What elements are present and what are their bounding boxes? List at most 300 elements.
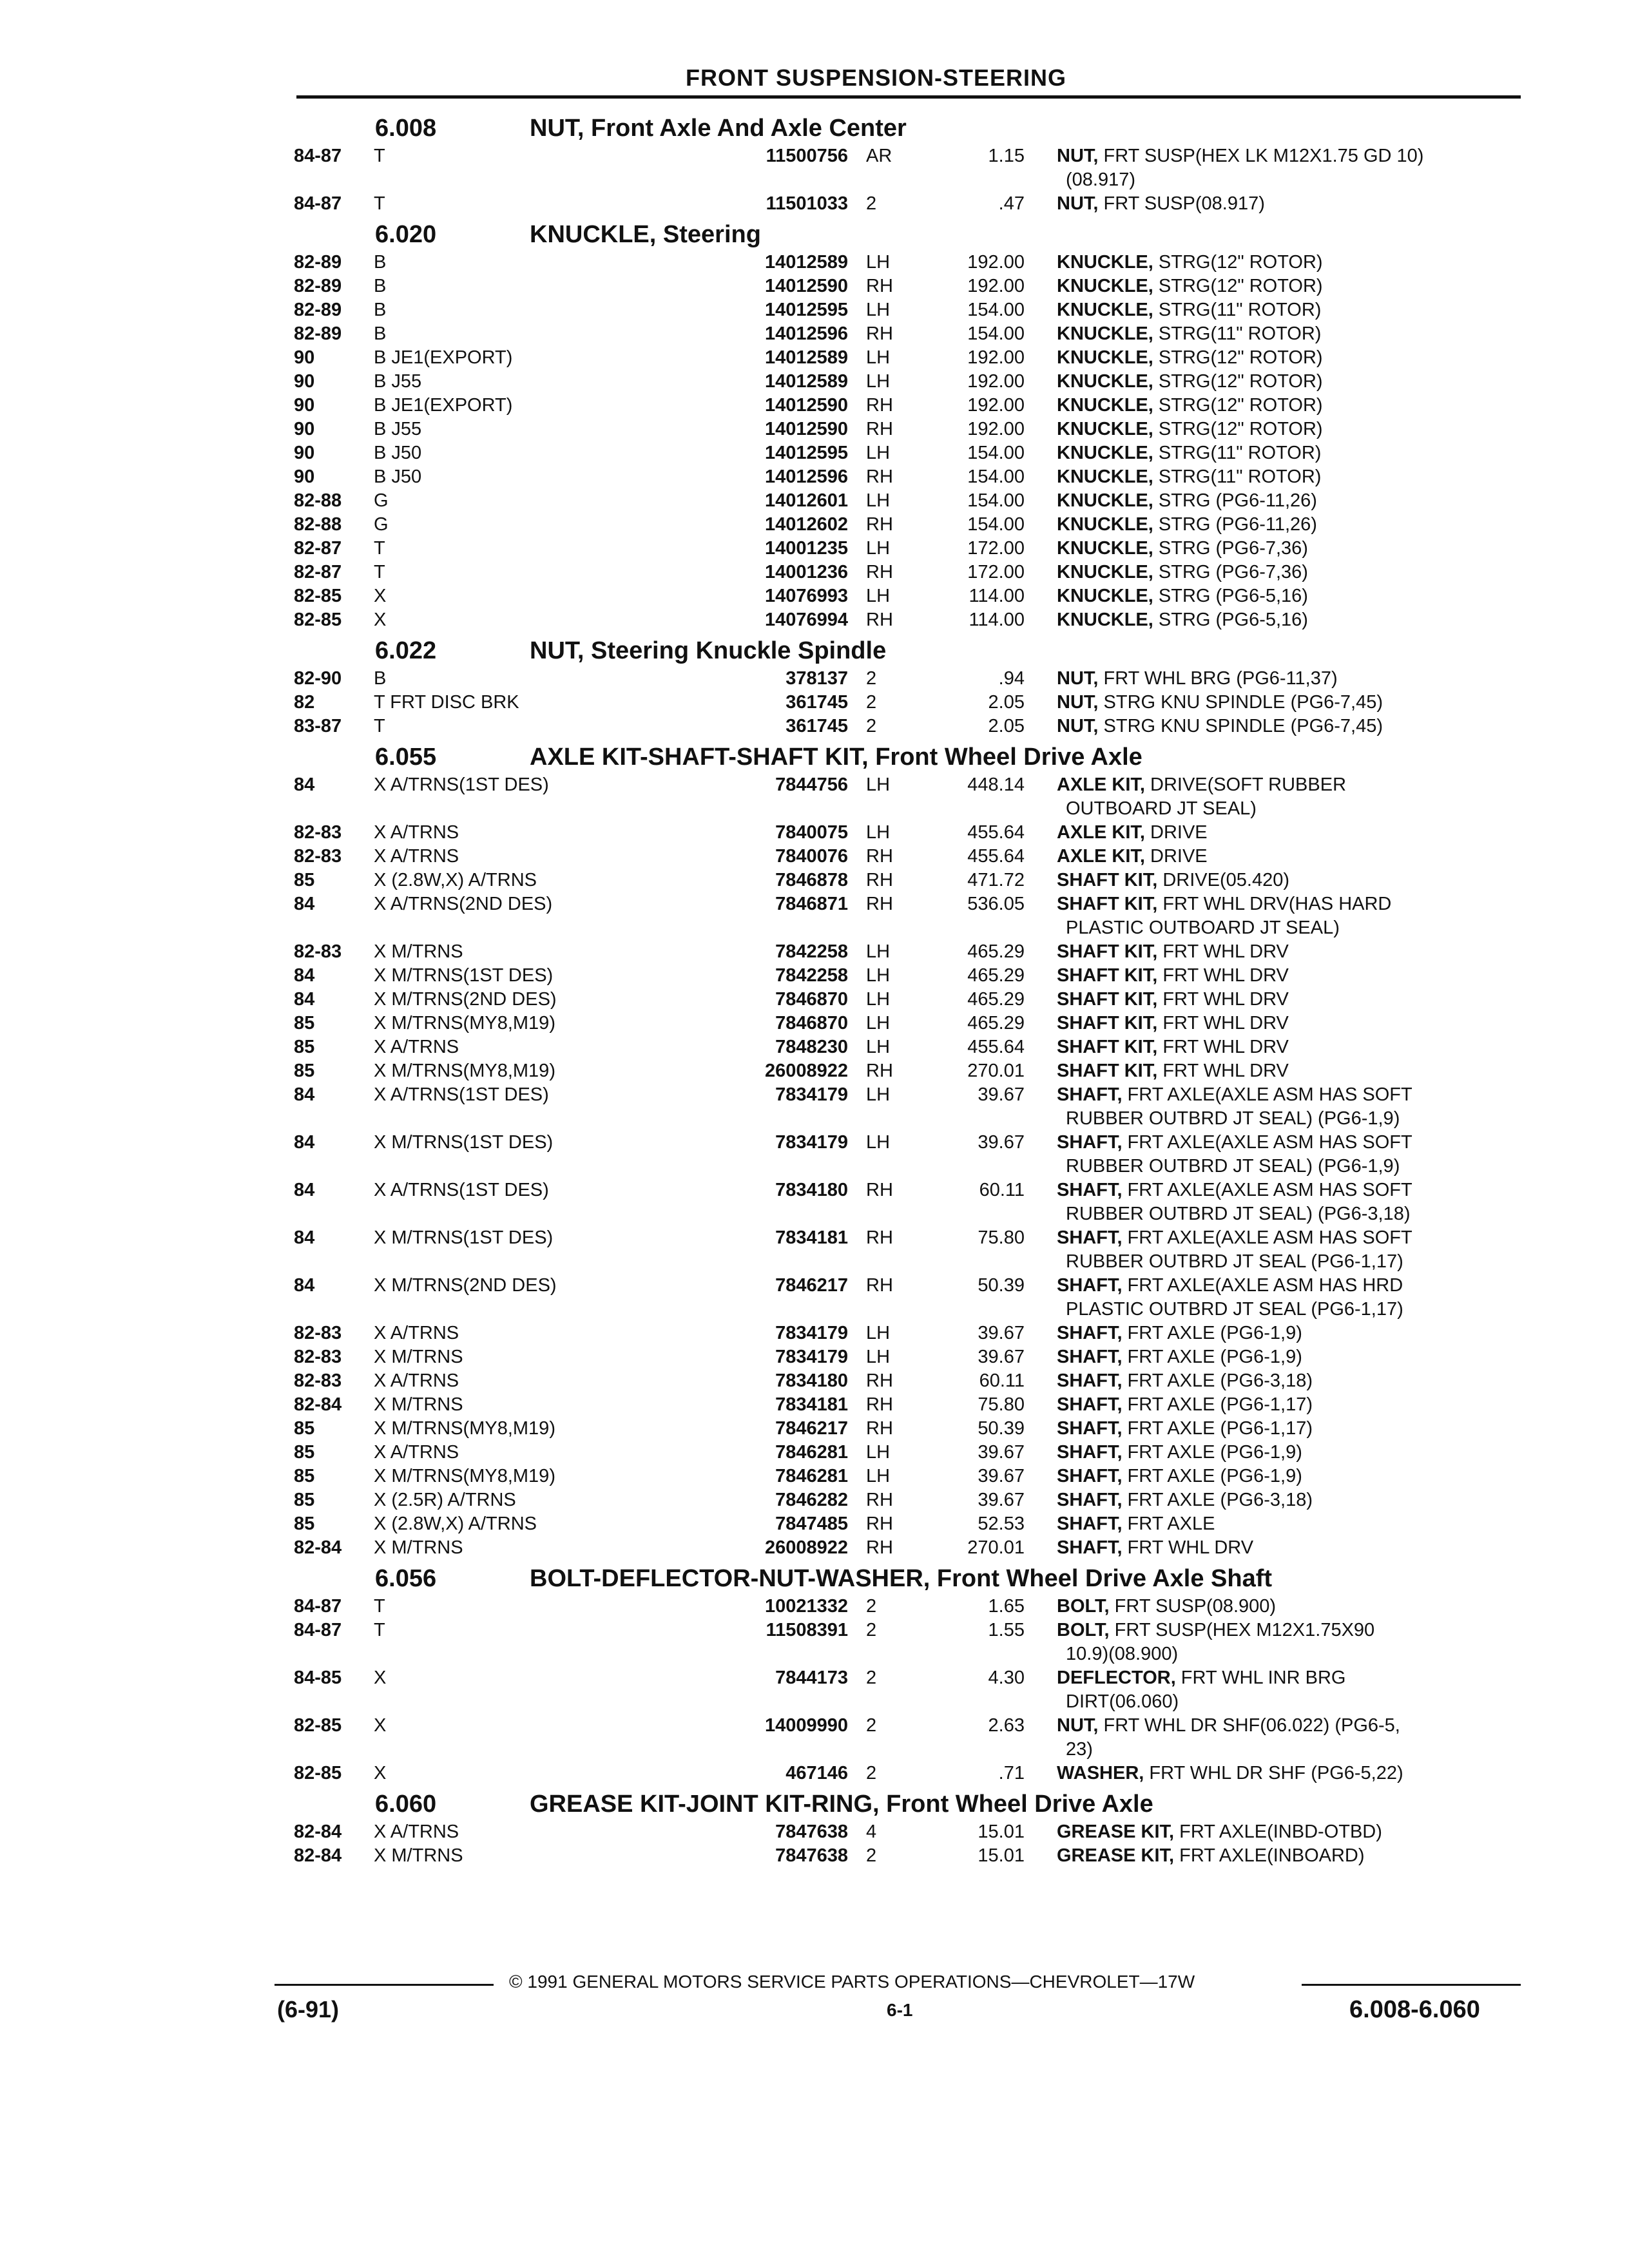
part-number: 14076994 [651, 608, 848, 632]
price: 192.00 [967, 252, 1025, 273]
part-number: 7834179 [651, 1345, 848, 1369]
parts-listing [0, 110, 1629, 1868]
part-description [1057, 1059, 1527, 1083]
price: 465.29 [967, 965, 1025, 986]
model-years: 84-85 [294, 1667, 342, 1688]
part-description-detail: FRT SUSP(08.917) [1098, 193, 1265, 214]
quantity: RH [866, 514, 893, 535]
part-description-name: GREASE KIT, [1057, 1821, 1175, 1842]
model-indicator: T [374, 146, 385, 166]
part-number: 14009990 [651, 1714, 848, 1738]
description-continuation-text: 10.9)(08.900) [1066, 1644, 1179, 1664]
part-number: 7834179 [651, 1083, 848, 1107]
part-description-name: KNUCKLE, [1057, 371, 1153, 392]
part-row [0, 608, 1629, 632]
model-years: 84 [294, 1275, 315, 1296]
model-indicator: B [374, 276, 387, 296]
description-continuation [0, 1690, 1629, 1714]
quantity: LH [866, 1132, 891, 1153]
model-indicator: X M/TRNS [374, 1394, 463, 1415]
part-row [0, 418, 1629, 441]
quantity: 4 [866, 1821, 877, 1842]
quantity: 2 [866, 1667, 877, 1688]
part-number: 11500756 [651, 144, 848, 168]
price: 1.15 [988, 146, 1025, 166]
part-row [0, 821, 1629, 845]
part-description-detail: FRT AXLE(AXLE ASM HAS SOFT [1122, 1084, 1412, 1105]
description-continuation-text: RUBBER OUTBRD JT SEAL) (PG6-3,18) [1066, 1204, 1411, 1224]
section-heading [0, 738, 1629, 773]
model-indicator: X A/TRNS [374, 1442, 459, 1463]
part-description [1057, 1012, 1527, 1035]
section-heading [0, 1560, 1629, 1595]
part-description-name: KNUCKLE, [1057, 300, 1153, 320]
quantity: RH [866, 1418, 893, 1439]
description-continuation [0, 168, 1629, 192]
part-description-detail: STRG (PG6-11,26) [1153, 514, 1317, 535]
model-years: 84 [294, 774, 315, 795]
part-description [1057, 513, 1527, 537]
part-description-detail: STRG (PG6-7,36) [1153, 538, 1308, 559]
part-number: 7844756 [651, 773, 848, 797]
quantity: LH [866, 443, 891, 463]
quantity: 2 [866, 668, 877, 689]
description-continuation-text: 23) [1066, 1739, 1093, 1760]
part-number: 14012589 [651, 251, 848, 274]
model-years: 84 [294, 1084, 315, 1105]
part-description-detail: FRT AXLE(INBD-OTBD) [1174, 1821, 1382, 1842]
model-years: 90 [294, 347, 315, 368]
quantity: RH [866, 1275, 893, 1296]
model-years: 82-85 [294, 586, 342, 606]
part-description-detail: FRT SUSP(HEX M12X1.75X90 [1109, 1620, 1375, 1640]
part-row [0, 988, 1629, 1012]
part-description-detail: FRT AXLE(AXLE ASM HAS SOFT [1122, 1180, 1412, 1200]
quantity: LH [866, 1084, 891, 1105]
part-number: 7834179 [651, 1321, 848, 1345]
part-row [0, 1059, 1629, 1083]
part-row [0, 1820, 1629, 1844]
price: 192.00 [967, 276, 1025, 296]
part-description [1057, 418, 1527, 441]
part-number: 14012590 [651, 274, 848, 298]
description-continuation [0, 1202, 1629, 1226]
part-description-detail: STRG(11" ROTOR) [1153, 443, 1322, 463]
model-indicator: X A/TRNS [374, 822, 459, 843]
section-title: GREASE KIT-JOINT KIT-RING, Front Wheel Drive Axle [530, 1791, 1153, 1818]
part-number: 7847485 [651, 1512, 848, 1536]
model-years: 85 [294, 1037, 315, 1057]
model-years: 84 [294, 965, 315, 986]
price: 15.01 [978, 1845, 1025, 1866]
part-row [0, 251, 1629, 274]
description-continuation [0, 1155, 1629, 1178]
part-description-name: SHAFT, [1057, 1180, 1123, 1200]
part-description [1057, 537, 1527, 561]
price: 455.64 [967, 822, 1025, 843]
part-description-detail: STRG(12" ROTOR) [1153, 371, 1323, 392]
part-description-name: KNUCKLE, [1057, 252, 1153, 273]
part-description-detail: DRIVE [1144, 822, 1208, 843]
part-description [1057, 845, 1527, 869]
section-number: 6.008 [375, 115, 437, 142]
footer-section-range: 6.008-6.060 [1349, 1996, 1480, 2023]
model-years: 84 [294, 894, 315, 914]
part-description-name: KNUCKLE, [1057, 443, 1153, 463]
part-row [0, 1345, 1629, 1369]
part-description [1057, 1131, 1527, 1155]
part-description-name: SHAFT, [1057, 1394, 1123, 1415]
part-description-detail: STRG KNU SPINDLE (PG6-7,45) [1098, 692, 1383, 713]
part-description-name: SHAFT, [1057, 1490, 1123, 1510]
part-description-name: KNUCKLE, [1057, 323, 1153, 344]
part-description [1057, 608, 1527, 632]
quantity: 2 [866, 1845, 877, 1866]
model-years: 82-83 [294, 846, 342, 867]
model-years: 84 [294, 1180, 315, 1200]
section-title: NUT, Steering Knuckle Spindle [530, 637, 887, 664]
price: 192.00 [967, 347, 1025, 368]
model-indicator: X M/TRNS(1ST DES) [374, 965, 554, 986]
footer-date: (6-91) [277, 1996, 340, 2023]
part-description-detail: FRT WHL INR BRG [1175, 1667, 1346, 1688]
part-row [0, 773, 1629, 797]
part-number: 10021332 [651, 1595, 848, 1619]
part-description-name: SHAFT KIT, [1057, 1037, 1158, 1057]
part-row [0, 964, 1629, 988]
part-description-name: KNUCKLE, [1057, 347, 1153, 368]
model-years: 82-85 [294, 1715, 342, 1736]
part-row [0, 940, 1629, 964]
quantity: RH [866, 1514, 893, 1534]
part-description [1057, 394, 1527, 418]
part-number: 26008922 [651, 1536, 848, 1560]
model-indicator: X M/TRNS(2ND DES) [374, 989, 557, 1010]
model-indicator: X (2.8W,X) A/TRNS [374, 1514, 537, 1534]
model-years: 82-87 [294, 538, 342, 559]
model-years: 84-87 [294, 1620, 342, 1640]
model-years: 85 [294, 1442, 315, 1463]
description-continuation [0, 1738, 1629, 1762]
part-row [0, 667, 1629, 691]
part-description-detail: DRIVE(SOFT RUBBER [1144, 774, 1347, 795]
part-row [0, 1512, 1629, 1536]
part-row [0, 192, 1629, 216]
model-years: 82-83 [294, 941, 342, 962]
part-description [1057, 1274, 1527, 1298]
part-description-name: NUT, [1057, 692, 1099, 713]
part-description-name: SHAFT KIT, [1057, 1061, 1158, 1081]
part-number: 14012602 [651, 513, 848, 537]
model-indicator: B [374, 252, 387, 273]
model-indicator: X A/TRNS [374, 1821, 459, 1842]
part-description [1057, 691, 1527, 715]
part-number: 7834179 [651, 1131, 848, 1155]
part-description [1057, 584, 1527, 608]
model-indicator: B JE1(EXPORT) [374, 347, 513, 368]
model-years: 84-87 [294, 1596, 342, 1617]
quantity: LH [866, 538, 891, 559]
section-heading [0, 110, 1629, 144]
price: 448.14 [967, 774, 1025, 795]
price: 192.00 [967, 419, 1025, 439]
quantity: LH [866, 347, 891, 368]
part-number: 361745 [651, 715, 848, 738]
part-description [1057, 892, 1527, 916]
section-heading [0, 632, 1629, 667]
part-number: 14012596 [651, 465, 848, 489]
part-row [0, 1844, 1629, 1868]
part-description [1057, 869, 1527, 892]
price: 39.67 [978, 1442, 1025, 1463]
part-description-detail: DRIVE(05.420) [1157, 870, 1289, 890]
part-number: 14012596 [651, 322, 848, 346]
part-number: 11508391 [651, 1619, 848, 1642]
part-row [0, 691, 1629, 715]
part-description-name: SHAFT, [1057, 1442, 1123, 1463]
price: 75.80 [978, 1394, 1025, 1415]
quantity: RH [866, 323, 893, 344]
part-row [0, 1536, 1629, 1560]
model-years: 82-89 [294, 252, 342, 273]
model-indicator: X M/TRNS(MY8,M19) [374, 1418, 555, 1439]
section-number: 6.055 [375, 744, 437, 771]
part-description [1057, 1619, 1527, 1642]
price: 1.55 [988, 1620, 1025, 1640]
model-indicator: X [374, 1667, 387, 1688]
part-description [1057, 964, 1527, 988]
part-row [0, 1178, 1629, 1202]
quantity: 2 [866, 1620, 877, 1640]
part-number: 7842258 [651, 964, 848, 988]
quantity: RH [866, 1061, 893, 1081]
quantity: 2 [866, 1715, 877, 1736]
quantity: RH [866, 276, 893, 296]
price: 2.63 [988, 1715, 1025, 1736]
price: 455.64 [967, 1037, 1025, 1057]
part-description [1057, 1666, 1527, 1690]
part-description [1057, 370, 1527, 394]
part-number: 14012590 [651, 418, 848, 441]
price: 154.00 [967, 514, 1025, 535]
part-row [0, 441, 1629, 465]
part-number: 14012601 [651, 489, 848, 513]
quantity: RH [866, 870, 893, 890]
price: 192.00 [967, 395, 1025, 416]
part-number: 14001235 [651, 537, 848, 561]
part-number: 14012590 [651, 394, 848, 418]
model-years: 82-84 [294, 1845, 342, 1866]
part-description-name: SHAFT KIT, [1057, 965, 1158, 986]
part-description-detail: FRT WHL DRV [1157, 965, 1289, 986]
section-heading [0, 1785, 1629, 1820]
model-indicator: T [374, 538, 385, 559]
price: 2.05 [988, 692, 1025, 713]
description-continuation-text: PLASTIC OUTBRD JT SEAL (PG6-1,17) [1066, 1299, 1403, 1320]
part-number: 7842258 [651, 940, 848, 964]
part-number: 7846870 [651, 1012, 848, 1035]
quantity: 2 [866, 193, 877, 214]
model-years: 85 [294, 1061, 315, 1081]
part-description [1057, 441, 1527, 465]
part-description-detail: FRT WHL DRV [1157, 1037, 1289, 1057]
quantity: LH [866, 989, 891, 1010]
model-years: 84 [294, 1227, 315, 1248]
part-description-name: KNUCKLE, [1057, 419, 1153, 439]
model-indicator: B J50 [374, 466, 422, 487]
part-number: 7840075 [651, 821, 848, 845]
part-row [0, 1321, 1629, 1345]
part-description [1057, 1762, 1527, 1785]
part-description-detail: FRT AXLE(AXLE ASM HAS HRD [1122, 1275, 1403, 1296]
part-row [0, 1035, 1629, 1059]
part-description [1057, 489, 1527, 513]
part-number: 7846871 [651, 892, 848, 916]
part-row [0, 1595, 1629, 1619]
part-description-detail: FRT AXLE(INBOARD) [1174, 1845, 1365, 1866]
part-number: 7834181 [651, 1393, 848, 1417]
model-indicator: X (2.8W,X) A/TRNS [374, 870, 537, 890]
part-row [0, 1619, 1629, 1642]
quantity: 2 [866, 1596, 877, 1617]
quantity: AR [866, 146, 892, 166]
price: 270.01 [967, 1537, 1025, 1558]
part-description [1057, 667, 1527, 691]
part-description-detail: STRG (PG6-5,16) [1153, 610, 1308, 630]
part-description-detail: FRT AXLE(AXLE ASM HAS SOFT [1122, 1132, 1412, 1153]
part-description-name: SHAFT KIT, [1057, 870, 1158, 890]
quantity: RH [866, 1394, 893, 1415]
part-description-name: SHAFT KIT, [1057, 1013, 1158, 1033]
model-indicator: X A/TRNS(1ST DES) [374, 1084, 549, 1105]
model-years: 82-84 [294, 1821, 342, 1842]
section-title: KNUCKLE, Steering [530, 221, 761, 248]
price: 270.01 [967, 1061, 1025, 1081]
price: 172.00 [967, 538, 1025, 559]
model-years: 85 [294, 1418, 315, 1439]
part-number: 7847638 [651, 1820, 848, 1844]
part-row [0, 322, 1629, 346]
part-description [1057, 346, 1527, 370]
part-description-name: SHAFT, [1057, 1227, 1123, 1248]
part-description-name: SHAFT, [1057, 1132, 1123, 1153]
part-description-name: AXLE KIT, [1057, 846, 1145, 867]
price: 1.65 [988, 1596, 1025, 1617]
part-row [0, 1131, 1629, 1155]
part-description-name: SHAFT, [1057, 1275, 1123, 1296]
part-number: 14012589 [651, 370, 848, 394]
quantity: RH [866, 610, 893, 630]
part-number: 378137 [651, 667, 848, 691]
description-continuation-text: RUBBER OUTBRD JT SEAL (PG6-1,17) [1066, 1251, 1403, 1272]
price: 114.00 [969, 610, 1025, 630]
part-description [1057, 298, 1527, 322]
model-years: 82-87 [294, 562, 342, 582]
section-title: NUT, Front Axle And Axle Center [530, 115, 907, 142]
model-indicator: B JE1(EXPORT) [374, 395, 513, 416]
description-continuation [0, 916, 1629, 940]
part-description-name: NUT, [1057, 193, 1099, 214]
part-row [0, 513, 1629, 537]
part-number: 7834180 [651, 1178, 848, 1202]
description-continuation-text: RUBBER OUTBRD JT SEAL) (PG6-1,9) [1066, 1156, 1400, 1177]
quantity: RH [866, 846, 893, 867]
model-years: 82-85 [294, 1763, 342, 1783]
header-rule [296, 95, 1521, 99]
quantity: LH [866, 252, 891, 273]
part-description-name: KNUCKLE, [1057, 276, 1153, 296]
part-description-detail: STRG(11" ROTOR) [1153, 300, 1322, 320]
part-description [1057, 1369, 1527, 1393]
part-description-name: SHAFT KIT, [1057, 941, 1158, 962]
part-number: 14012595 [651, 441, 848, 465]
part-description-detail: STRG(12" ROTOR) [1153, 276, 1323, 296]
model-indicator: X M/TRNS [374, 1347, 463, 1367]
part-description [1057, 1844, 1527, 1868]
price: 114.00 [969, 586, 1025, 606]
part-row [0, 1226, 1629, 1250]
part-description-name: NUT, [1057, 668, 1099, 689]
description-continuation [0, 1298, 1629, 1321]
part-description [1057, 251, 1527, 274]
model-indicator: B J50 [374, 443, 422, 463]
part-description-detail: FRT AXLE (PG6-1,9) [1122, 1323, 1302, 1343]
part-description [1057, 1595, 1527, 1619]
model-indicator: X M/TRNS(2ND DES) [374, 1275, 557, 1296]
part-description-name: BOLT, [1057, 1620, 1110, 1640]
part-row [0, 394, 1629, 418]
part-row [0, 144, 1629, 168]
model-indicator: X (2.5R) A/TRNS [374, 1490, 516, 1510]
part-description [1057, 561, 1527, 584]
description-continuation-text: PLASTIC OUTBOARD JT SEAL) [1066, 918, 1340, 938]
part-description-name: DEFLECTOR, [1057, 1667, 1176, 1688]
part-description-detail: FRT WHL DRV [1157, 1061, 1289, 1081]
part-description-name: SHAFT, [1057, 1347, 1123, 1367]
part-row [0, 1714, 1629, 1738]
part-description-name: NUT, [1057, 716, 1099, 736]
part-description [1057, 144, 1527, 168]
description-continuation-text: (08.917) [1066, 169, 1136, 190]
part-row [0, 346, 1629, 370]
price: 154.00 [967, 323, 1025, 344]
part-description-name: AXLE KIT, [1057, 774, 1145, 795]
section-number: 6.022 [375, 637, 437, 664]
part-row [0, 1465, 1629, 1488]
part-row [0, 1666, 1629, 1690]
model-years: 85 [294, 1514, 315, 1534]
price: 4.30 [988, 1667, 1025, 1688]
part-description-detail: FRT AXLE (PG6-1,9) [1122, 1442, 1302, 1463]
part-number: 7846281 [651, 1465, 848, 1488]
part-description-detail: FRT AXLE (PG6-1,17) [1122, 1418, 1313, 1439]
model-indicator: X A/TRNS(2ND DES) [374, 894, 553, 914]
quantity: RH [866, 1180, 893, 1200]
part-description [1057, 274, 1527, 298]
quantity: LH [866, 965, 891, 986]
part-description-detail: STRG (PG6-11,26) [1153, 490, 1317, 511]
part-row [0, 1393, 1629, 1417]
quantity: RH [866, 1537, 893, 1558]
model-indicator: X M/TRNS(MY8,M19) [374, 1466, 555, 1486]
description-continuation-text: DIRT(06.060) [1066, 1691, 1179, 1712]
part-description-detail: FRT WHL DRV [1157, 941, 1289, 962]
part-number: 7846870 [651, 988, 848, 1012]
part-row [0, 1417, 1629, 1441]
part-number: 26008922 [651, 1059, 848, 1083]
model-years: 82-84 [294, 1394, 342, 1415]
price: 192.00 [967, 371, 1025, 392]
